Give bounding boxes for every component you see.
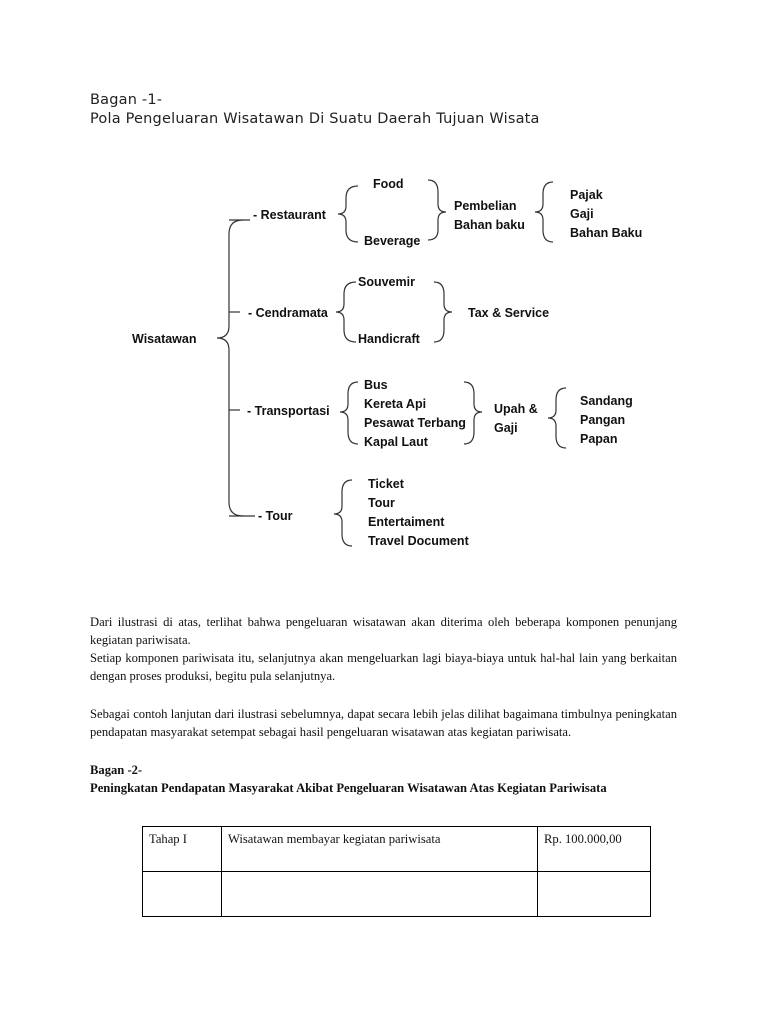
cendramata-item-handicraft: Handicraft xyxy=(358,332,420,346)
transport-item-pesawat-terbang: Pesawat Terbang xyxy=(364,416,466,430)
restaurant-item-beverage: Beverage xyxy=(364,234,421,248)
brace-restaurant-items-right xyxy=(428,180,446,240)
table-cell-description xyxy=(222,872,538,917)
table-cell-amount xyxy=(538,872,651,917)
table-row xyxy=(143,872,651,917)
tour-item-ticket: Ticket xyxy=(368,477,404,491)
expenditure-diagram xyxy=(0,160,768,560)
transport-item-kapal-laut: Kapal Laut xyxy=(364,435,428,449)
transport-need-sandang: Sandang xyxy=(580,394,633,408)
category-cendramata: - Cendramata xyxy=(248,306,328,320)
transport-item-bus: Bus xyxy=(364,378,388,392)
brace-cendramata-items-right xyxy=(434,282,452,342)
category-restaurant: - Restaurant xyxy=(253,208,326,222)
category-tour: - Tour xyxy=(258,509,293,523)
paragraph-3: Sebagai contoh lanjutan dari ilustrasi sebelumnya, dapat secara lebih jelas dilihat bagaimana timbulnya peningkatan pendapatan masyarakat setempat sebagai hasil pengeluaran wisatawan atas kegiatan pariwisata. xyxy=(90,707,677,739)
cendramata-item-souvemir: Souvemir xyxy=(358,275,415,289)
brace-tour-items xyxy=(334,480,352,546)
restaurant-cost-bahan-baku: Bahan Baku xyxy=(570,226,643,240)
brace-transportasi-items-left xyxy=(340,382,358,444)
table-cell-stage xyxy=(143,872,222,917)
brace-restaurant-items-left xyxy=(338,186,358,242)
paragraph-2: Setiap komponen pariwisata itu, selanjutnya akan mengeluarkan lagi biaya-biaya untuk hal-hal lain yang berkaitan dengan proses produksi, begitu pula selanjutnya. xyxy=(90,651,677,683)
root-wisatawan: Wisatawan xyxy=(132,332,197,346)
transport-item-kereta-api: Kereta Api xyxy=(364,397,427,411)
brace-cendramata-items-left xyxy=(336,282,356,342)
cendramata-result: Tax & Service xyxy=(468,306,550,320)
paragraph-1: Dari ilustrasi di atas, terlihat bahwa pengeluaran wisatawan akan diterima oleh beberapa komponen penunjang kegiatan pariwisata. xyxy=(90,615,677,647)
restaurant-purchase-line2: Bahan baku xyxy=(454,218,525,232)
tour-item-tour: Tour xyxy=(368,496,395,510)
bagan1-label: Bagan -1- xyxy=(90,92,163,108)
transport-need-pangan: Pangan xyxy=(580,413,626,427)
table-cell-description: Wisatawan membayar kegiatan pariwisata xyxy=(222,827,538,872)
transport-wage-line2: Gaji xyxy=(494,421,518,435)
restaurant-item-food: Food xyxy=(373,177,404,191)
category-transportasi: - Transportasi xyxy=(247,404,330,418)
restaurant-cost-pajak: Pajak xyxy=(570,188,603,202)
tour-item-travel-document: Travel Document xyxy=(368,534,469,548)
table-cell-amount: Rp. 100.000,00 xyxy=(538,827,651,872)
main-brace xyxy=(217,220,243,516)
bagan1-title: Pola Pengeluaran Wisatawan Di Suatu Daerah Tujuan Wisata xyxy=(90,111,540,127)
brace-transportasi-items-right xyxy=(464,382,482,444)
transport-wage-line1: Upah & xyxy=(494,402,538,416)
table-cell-stage: Tahap I xyxy=(143,827,222,872)
bagan2-title: Peningkatan Pendapatan Masyarakat Akibat Pengeluaran Wisatawan Atas Kegiatan Pariwisata xyxy=(90,781,607,795)
table-row xyxy=(143,827,651,872)
transport-need-papan: Papan xyxy=(580,432,618,446)
brace-transportasi-needs xyxy=(548,388,566,448)
brace-restaurant-costs xyxy=(535,182,553,242)
restaurant-purchase-line1: Pembelian xyxy=(454,199,517,213)
tour-item-entertaiment: Entertaiment xyxy=(368,515,445,529)
restaurant-cost-gaji: Gaji xyxy=(570,207,594,221)
income-steps-table xyxy=(142,826,651,917)
bagan2-label: Bagan -2- xyxy=(90,763,143,777)
